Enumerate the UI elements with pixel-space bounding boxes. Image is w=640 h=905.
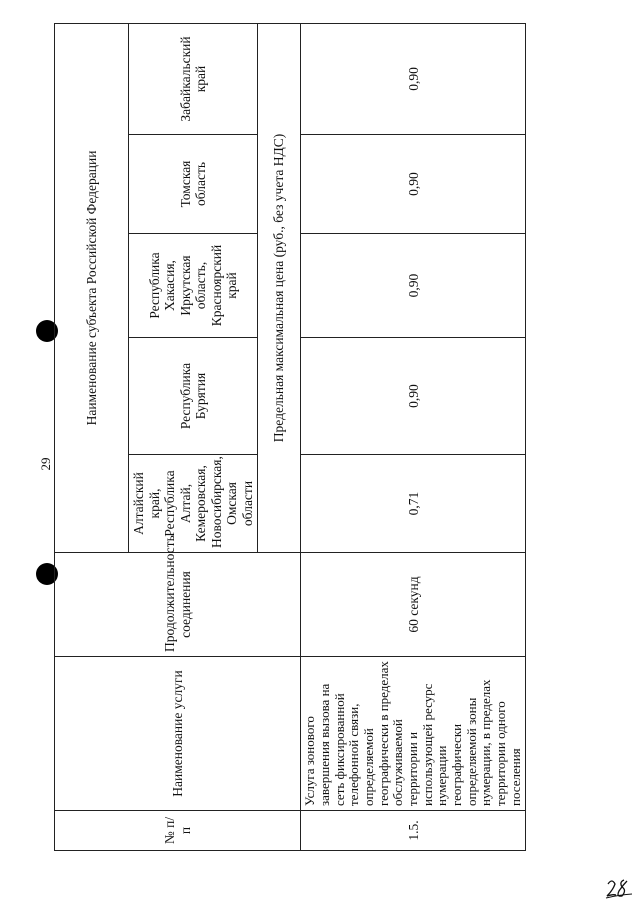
page-number: 29: [38, 457, 53, 471]
tariff-table: [54, 23, 526, 851]
header-service-name: Наименование услуги: [55, 657, 301, 811]
row-duration: 60 секунд: [301, 553, 526, 657]
row-price-4: 0,90: [301, 135, 526, 234]
header-duration: Продолжительность соединения: [55, 553, 301, 657]
header-region-group: Наименование субъекта Российской Федерации: [55, 23, 129, 552]
rotated-table: [54, 24, 523, 851]
handwritten-page-mark: [604, 876, 634, 902]
header-region-1: Алтайский край, Республика Алтай, Кемеровская, Новосибирская, Омская области: [129, 455, 258, 553]
table-row: [301, 23, 526, 850]
row-service-name: Услуга зонового завершения вызова на сеть фиксированной телефонной связи, определяемой географически в пределах обслуживаемой территории и использующей ресурс нумерации географически определяемой зоны нумерации, в пределах территории одного поселения: [301, 657, 526, 811]
header-region-5: Забайкальский край: [129, 23, 258, 134]
header-num: № п/п: [55, 811, 301, 851]
header-region-4: Томская область: [129, 135, 258, 234]
header-price-note: Предельная максимальная цена (руб., без учета НДС): [258, 23, 301, 552]
row-price-1: 0,71: [301, 455, 526, 553]
header-region-3: Республика Хакасия, Иркутская область, Красноярский край: [129, 234, 258, 338]
header-region-2: Республика Бурятия: [129, 338, 258, 455]
row-price-5: 0,90: [301, 23, 526, 134]
row-num: 1.5.: [301, 811, 526, 851]
row-price-2: 0,90: [301, 338, 526, 455]
row-price-3: 0,90: [301, 234, 526, 338]
tariff-table-container: [54, 24, 523, 851]
